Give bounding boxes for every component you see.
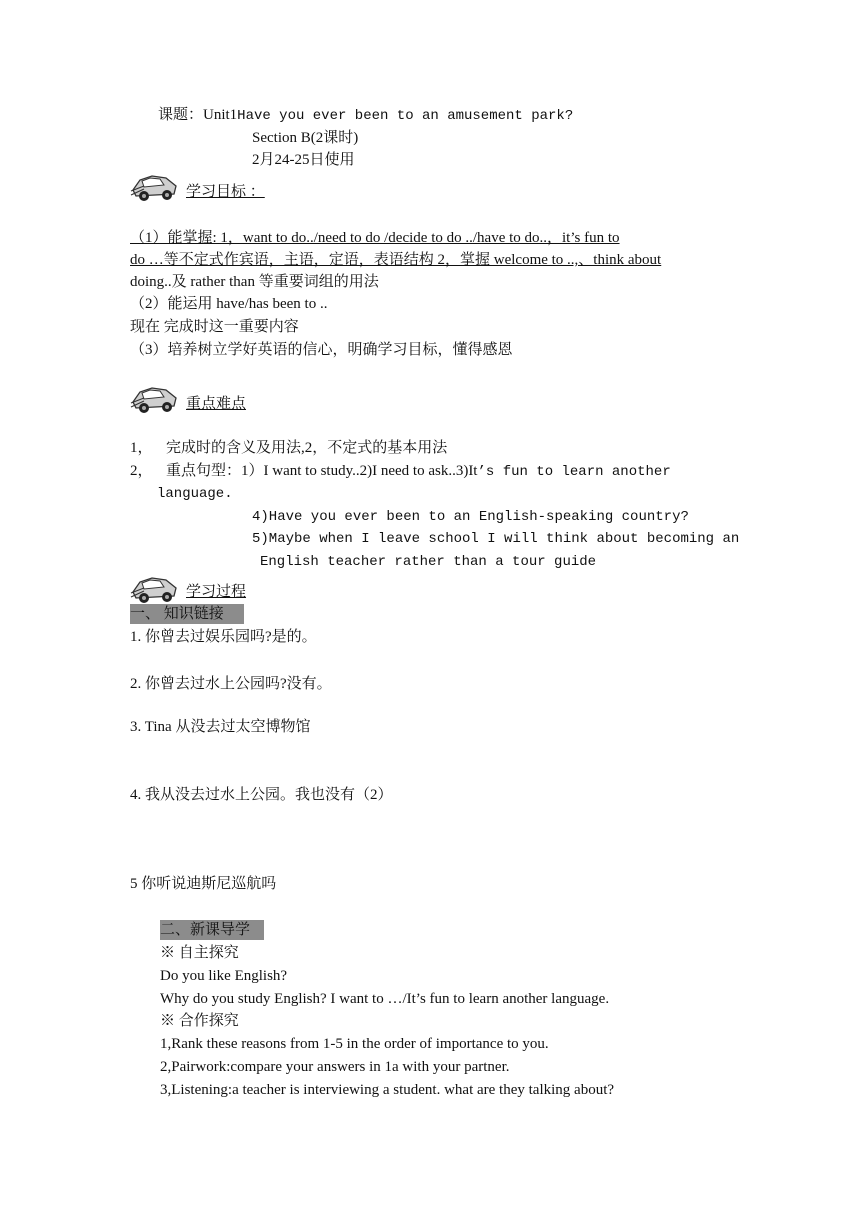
- question-5: 5 你听说迪斯尼巡航吗: [130, 876, 277, 892]
- new-lesson-line-1: Do you like English?: [160, 968, 288, 984]
- key-points-heading: 重点难点: [186, 396, 247, 412]
- new-lesson-line-2: Why do you study English? I want to …/It’s fun to learn another language.: [160, 991, 610, 1007]
- question-4: 4. 我从没去过水上公园。我也没有（2）: [130, 787, 393, 803]
- question-3: 3. Tina 从没去过太空博物馆: [130, 719, 311, 735]
- task-item-3: 3,Listening:a teacher is interviewing a student. what are they talking about?: [160, 1082, 615, 1098]
- goal-line-3: doing..及 rather than 等重要词组的用法: [130, 274, 379, 290]
- lesson-title: [158, 105, 573, 126]
- self-study-label: ※ 自主探究: [160, 945, 239, 961]
- goal-line-5: 现在 完成时这一重要内容: [130, 319, 299, 335]
- goal-line-6: （3）培养树立学好英语的信心，明确学习目标，懂得感恩: [130, 342, 513, 358]
- goals-heading: 学习目标 ：: [186, 184, 265, 200]
- question-2: 2. 你曾去过水上公园吗?没有。: [130, 676, 332, 692]
- cooperative-label: ※ 合作探究: [160, 1013, 239, 1029]
- key-point-2: 重点句型：1）I want to study..2)I need to ask..3)It’s fun to learn another: [166, 463, 671, 480]
- question-1: 1. 你曾去过娱乐园吗?是的。: [130, 629, 317, 645]
- key-point-2-num: 2，: [130, 463, 153, 479]
- knowledge-link-heading: 一、 知识链接: [130, 604, 244, 624]
- car-icon: [130, 380, 180, 416]
- usage-date: 2月24-25日使用: [252, 152, 355, 168]
- sentence-5a: 5)Maybe when I leave school I will think about becoming an: [252, 531, 740, 547]
- title-prefix: 课题：Unit1: [158, 107, 238, 123]
- key-point-1: 完成时的含义及用法,2，不定式的基本用法: [166, 440, 448, 456]
- key-point-1-num: 1，: [130, 440, 153, 456]
- process-heading: 学习过程: [186, 584, 247, 600]
- car-icon: [130, 168, 180, 204]
- goal-line-2: do …等不定式作宾语，主语，定语，表语结构 2，掌握 welcome to ..,、think about: [130, 252, 662, 268]
- task-item-2: 2,Pairwork:compare your answers in 1a with your partner.: [160, 1059, 510, 1075]
- car-icon: [130, 570, 180, 606]
- sentence-5b: English teacher rather than a tour guide: [260, 554, 597, 570]
- section-label: Section B(2课时): [252, 130, 359, 146]
- title-main: Have you ever been to an amusement park?: [237, 108, 574, 124]
- goal-line-4: （2）能运用 have/has been to ..: [130, 296, 328, 312]
- task-item-1: 1,Rank these reasons from 1-5 in the order of importance to you.: [160, 1036, 549, 1052]
- sentence-4: 4)Have you ever been to an English-speaking country?: [252, 509, 689, 525]
- goal-line-1: （1）能掌握: 1，want to do../need to do /decide to do ../have to do..，it’s fun to: [130, 230, 620, 246]
- new-lesson-heading: 二、新课导学: [160, 920, 264, 940]
- key-point-2-cont: language.: [157, 486, 233, 502]
